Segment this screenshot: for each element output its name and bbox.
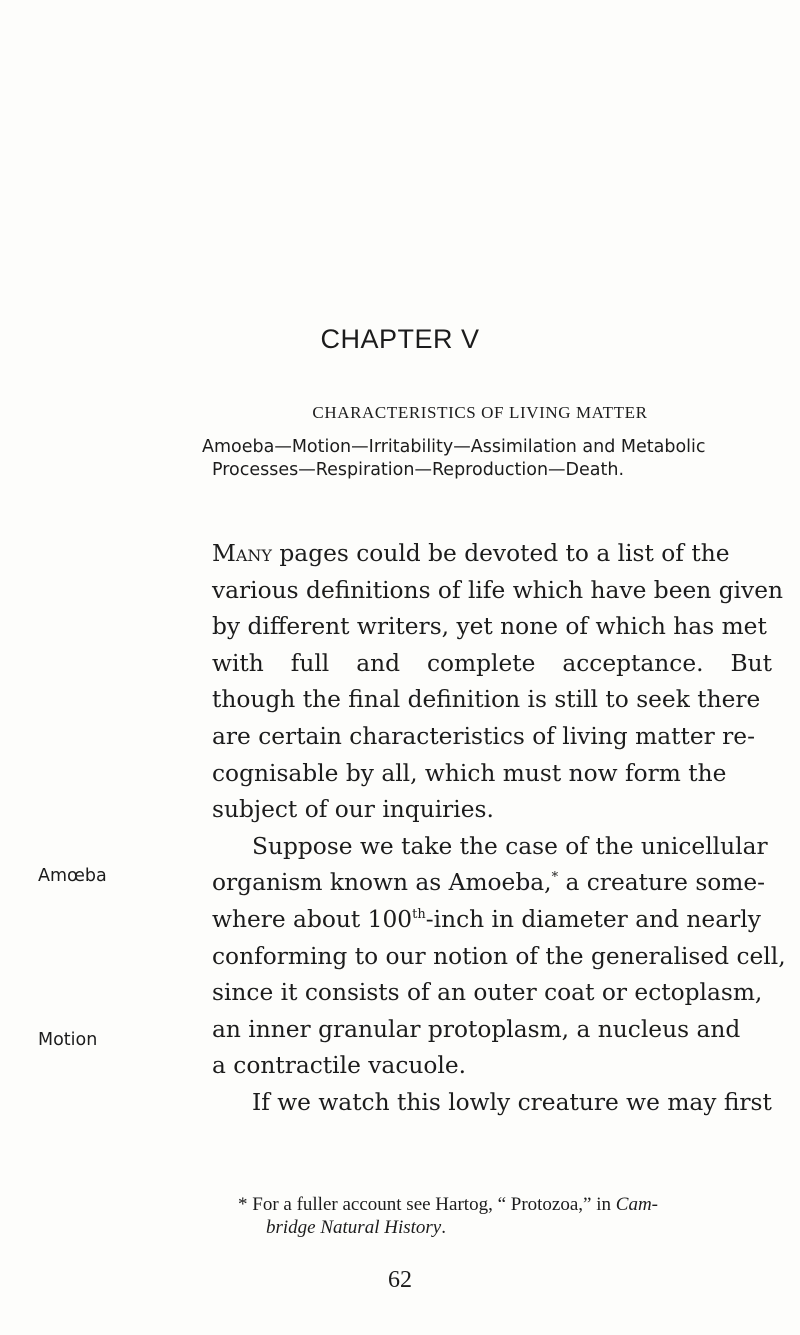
- page-number: 62: [388, 1267, 412, 1293]
- lead-word: Many: [212, 540, 272, 567]
- footnote: [238, 1193, 773, 1239]
- text-line: with full and complete acceptance. But: [212, 649, 772, 677]
- synopsis-line: Processes—Respiration—Reproduction—Death.: [212, 460, 625, 480]
- text-line: since it consists of an outer coat or ectoplasm,: [212, 979, 763, 1007]
- chapter-synopsis: [202, 436, 772, 482]
- text-line: subject of our inquiries.: [212, 796, 494, 824]
- text-line: Many pages could be devoted to a list of the: [212, 540, 730, 567]
- margin-note-motion: Motion: [38, 1030, 98, 1050]
- text-line: If we watch this lowly creature we may first: [252, 1088, 772, 1116]
- chapter-heading: CHAPTER V: [320, 324, 480, 354]
- synopsis-line: Amoeba—Motion—Irritability—Assimilation and Metabolic: [202, 437, 706, 457]
- footnote-marker: *: [551, 870, 559, 886]
- text-line: by different writers, yet none of which has met: [212, 613, 767, 641]
- text-line: various definitions of life which have been given: [212, 576, 784, 604]
- text-line: Suppose we take the case of the unicellular: [252, 832, 768, 860]
- margin-note-amoeba: Amœba: [38, 866, 107, 886]
- chapter-title: CHARACTERISTICS OF LIVING MATTER: [312, 403, 648, 422]
- text-line: cognisable by all, which must now form the: [212, 759, 727, 787]
- footnote-line: * For a fuller account see Hartog, “ Protozoa,” in Cam-: [238, 1194, 658, 1215]
- text-line: a contractile vacuole.: [212, 1052, 467, 1080]
- body-text: [212, 536, 786, 1122]
- text-line: organism known as Amoeba,* a creature some-: [212, 869, 766, 897]
- text-line: an inner granular protoplasm, a nucleus and: [212, 1015, 741, 1043]
- text-line: conforming to our notion of the generalised cell,: [212, 942, 786, 970]
- text-line: are certain characteristics of living matter re-: [212, 722, 755, 750]
- text-line: though the final definition is still to seek there: [212, 686, 761, 714]
- footnote-line: bridge Natural History.: [266, 1217, 446, 1238]
- text-line: where about 100th-inch in diameter and nearly: [212, 905, 761, 933]
